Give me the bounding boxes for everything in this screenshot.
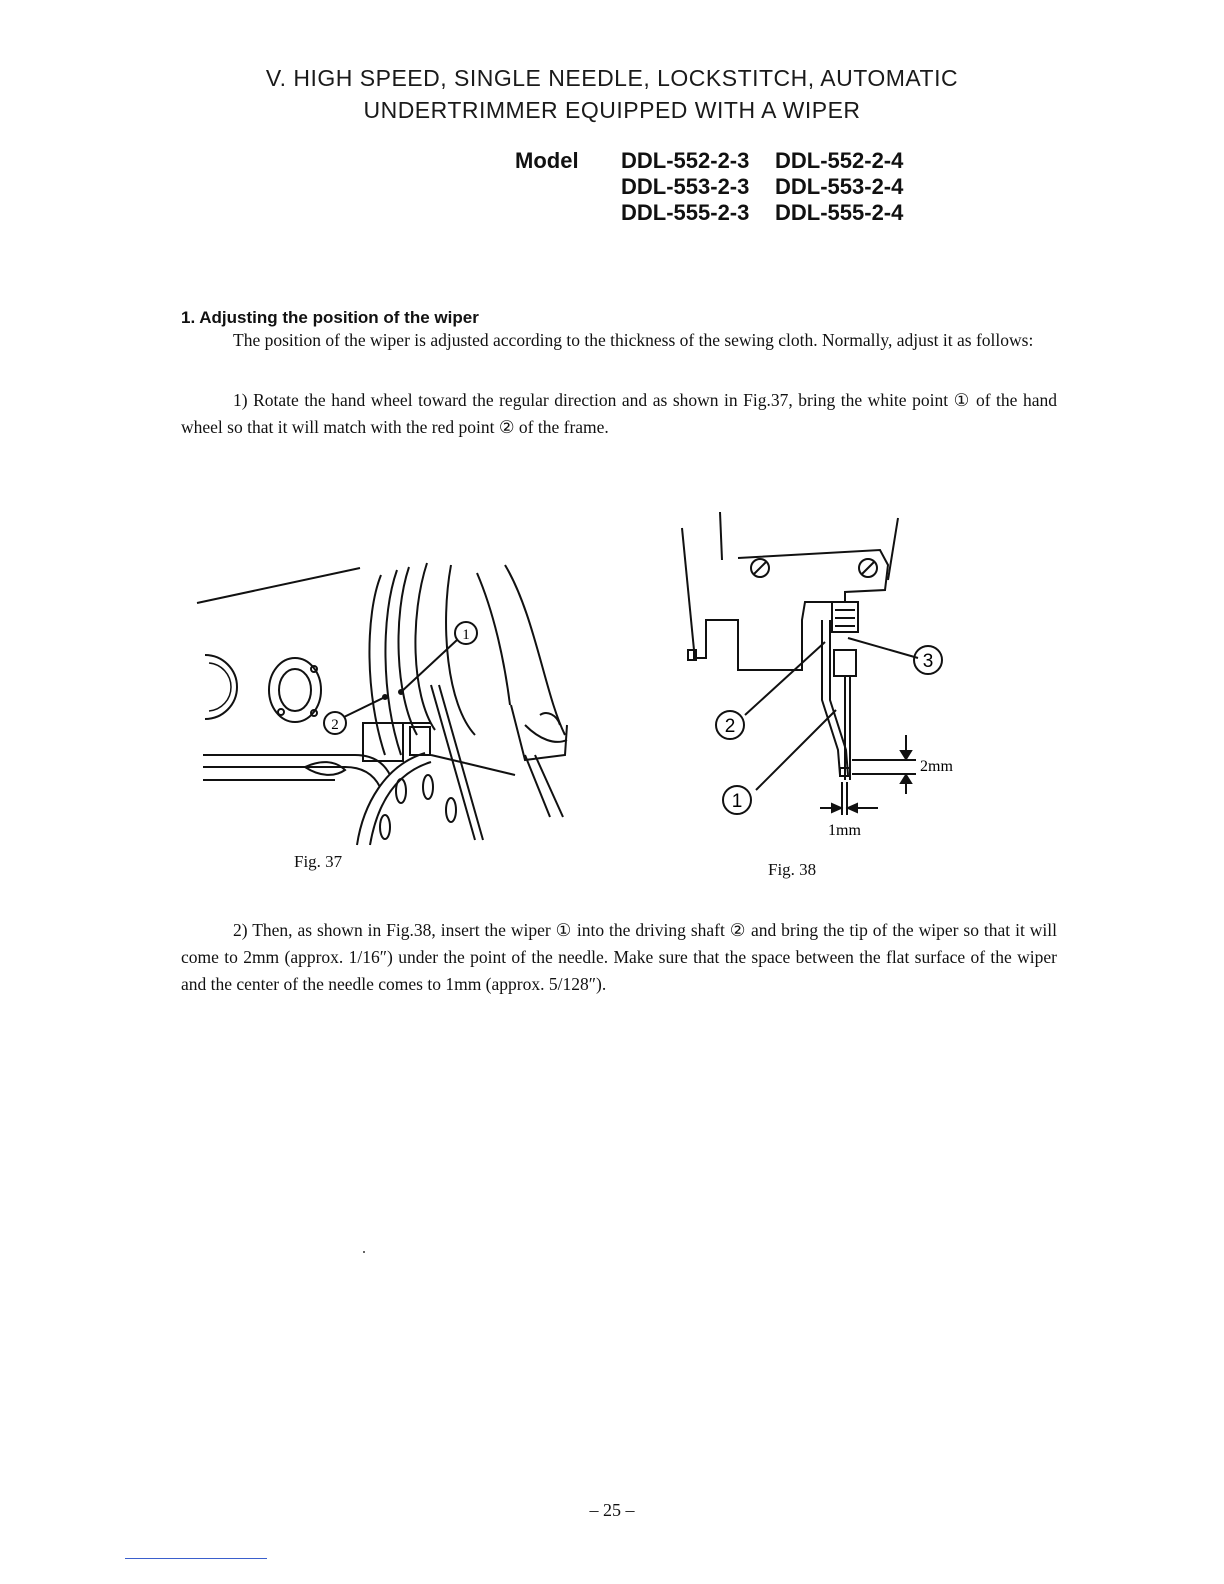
fig37-callout-1: 1 bbox=[462, 627, 470, 643]
step-1-paragraph: 1) Rotate the hand wheel toward the regular direction and as shown in Fig.37, bring the white point ① of the hand wheel so that it will match with the red point ② of the frame. bbox=[181, 390, 1057, 437]
model-number: DDL-552-2-3 bbox=[621, 148, 750, 173]
fig38-callout-2: 2 bbox=[724, 716, 736, 737]
title-line-2: UNDERTRIMMER EQUIPPED WITH A WIPER bbox=[363, 97, 861, 123]
scan-speck bbox=[363, 1251, 365, 1253]
fig38-caption: Fig. 38 bbox=[768, 860, 817, 879]
fig37-callout-2: 2 bbox=[331, 717, 339, 733]
fig38-dimension-1mm: 1mm bbox=[828, 822, 861, 839]
model-number: DDL-552-2-4 bbox=[775, 148, 904, 173]
model-row bbox=[621, 174, 929, 200]
title-line-1: V. HIGH SPEED, SINGLE NEEDLE, LOCKSTITCH, AUTOMATIC bbox=[265, 65, 959, 91]
fig37-illustration bbox=[195, 555, 585, 850]
fig38-callout-1: 1 bbox=[731, 791, 743, 812]
model-number: DDL-553-2-3 bbox=[621, 174, 750, 199]
model-number: DDL-553-2-4 bbox=[775, 174, 904, 199]
page-title bbox=[0, 62, 1224, 126]
fig38-dimension-2mm: 2mm bbox=[920, 758, 953, 775]
model-row bbox=[621, 200, 929, 226]
step-2-paragraph: 2) Then, as shown in Fig.38, insert the wiper ① into the driving shaft ② and bring the tip of the wiper so that it will come to 2mm (approx. 1/16″) under the point of the needle. Make sure that the space between the flat surface of the wiper and the center of the needle comes to 1mm (approx. 5/128″). bbox=[181, 920, 1057, 994]
fig37-caption: Fig. 37 bbox=[294, 852, 343, 871]
section-heading: 1. Adjusting the position of the wiper bbox=[181, 308, 479, 327]
fig38-callout-3: 3 bbox=[922, 651, 934, 672]
model-label: Model bbox=[515, 148, 579, 173]
footer-rule bbox=[125, 1558, 267, 1559]
model-row bbox=[621, 148, 929, 174]
model-number: DDL-555-2-3 bbox=[621, 200, 750, 225]
fig38-illustration bbox=[680, 510, 980, 845]
model-number: DDL-555-2-4 bbox=[775, 200, 904, 225]
page-number: – 25 – bbox=[589, 1500, 635, 1520]
intro-paragraph: The position of the wiper is adjusted according to the thickness of the sewing cloth. Normally, adjust it as follows: bbox=[233, 330, 1034, 350]
